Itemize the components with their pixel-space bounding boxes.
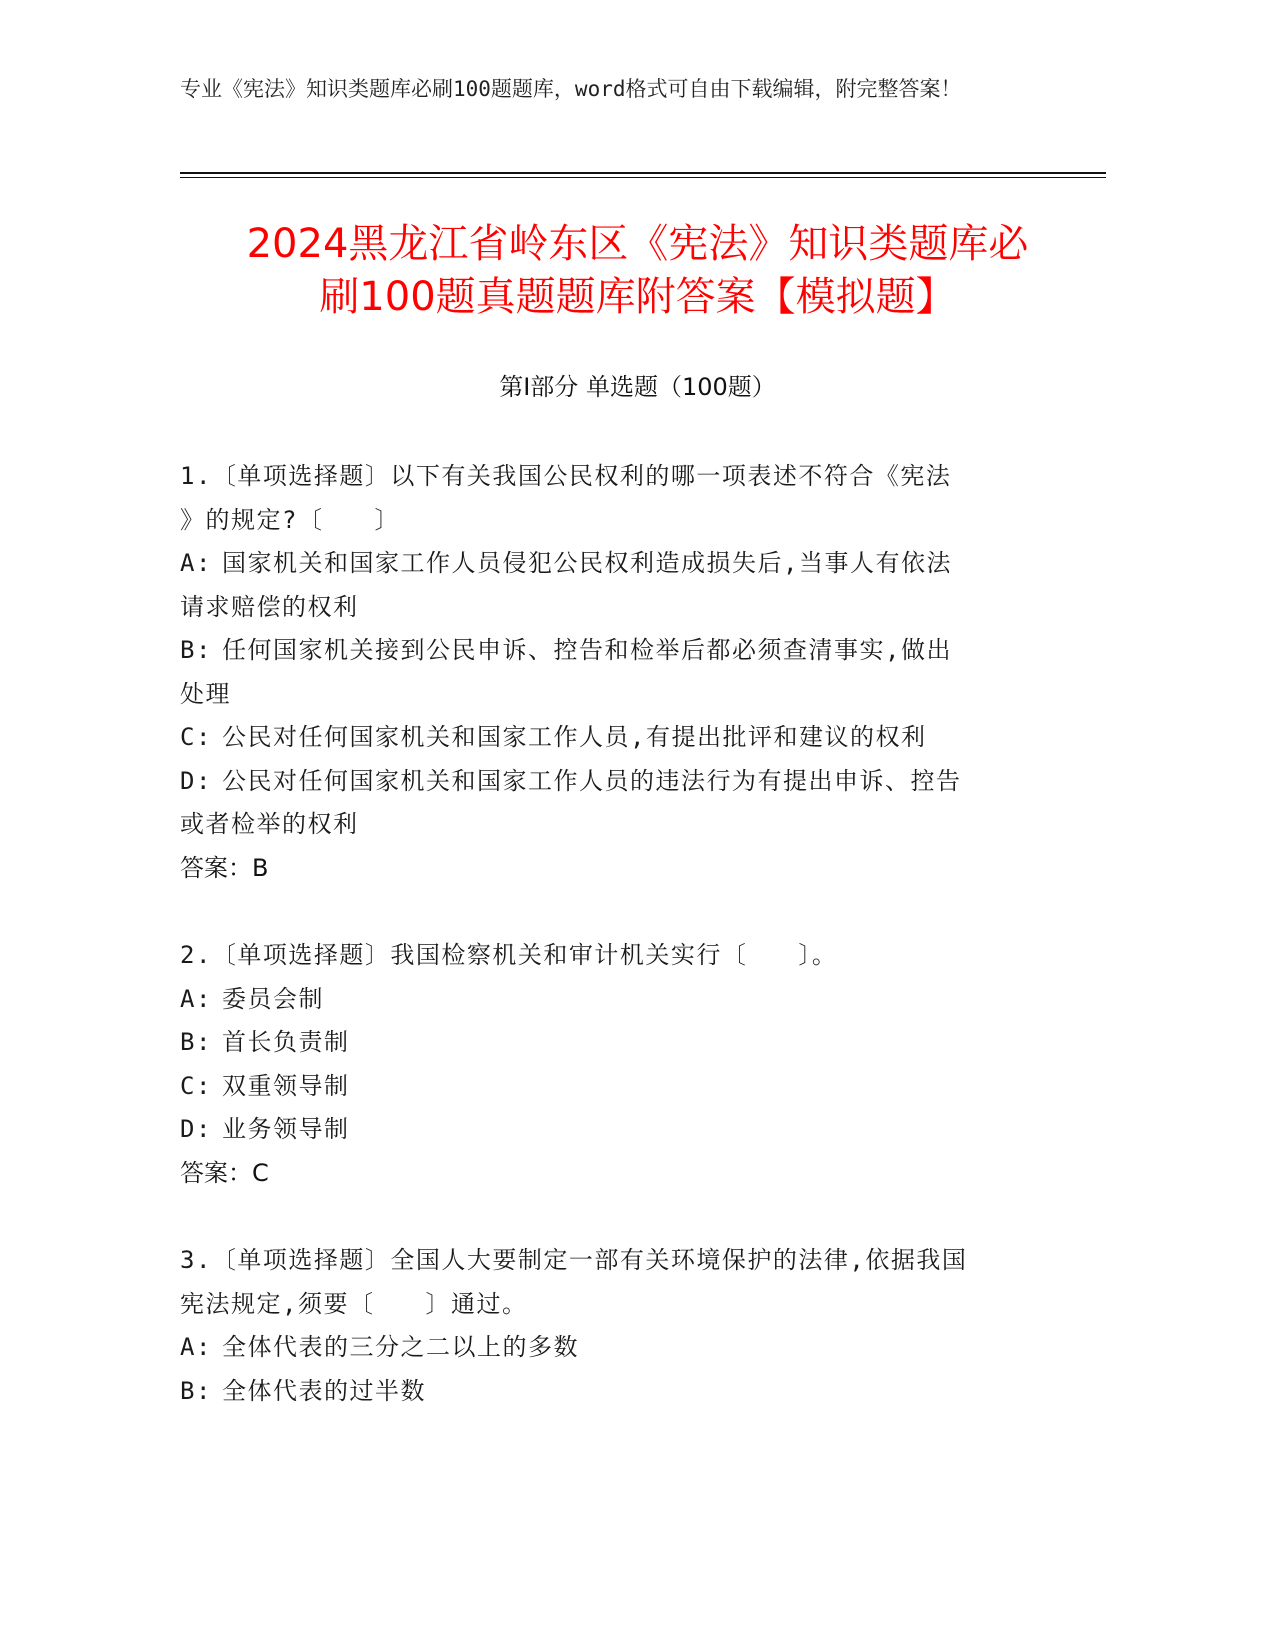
question-1-stem-line-1: 1.〔单项选择题〕以下有关我国公民权利的哪一项表述不符合《宪法 [180, 462, 952, 490]
option-letter: A: [180, 984, 212, 1013]
option-letter: D: [180, 766, 212, 795]
option-text: 公民对任何国家机关和国家工作人员,有提出批评和建议的权利 [222, 723, 927, 751]
question-1-option-c [180, 716, 1030, 760]
option-text: 国家机关和国家工作人员侵犯公民权利造成损失后,当事人有依法 [222, 549, 952, 577]
question-2-option-a [180, 978, 1030, 1022]
option-letter: B: [180, 1376, 212, 1405]
option-letter: D: [180, 1115, 212, 1143]
question-2-option-d [180, 1108, 1030, 1152]
question-3-option-b [180, 1370, 1030, 1414]
option-letter: C: [180, 723, 212, 751]
question-1-option-b [180, 629, 1030, 673]
header-divider-thin [180, 177, 1106, 178]
question-1-option-b-cont: 处理 [180, 679, 231, 708]
option-text: 全体代表的三分之二以上的多数 [222, 1333, 579, 1361]
question-3-stem-line-2: 宪法规定,须要〔 〕通过。 [180, 1289, 528, 1318]
question-2-option-b [180, 1021, 1030, 1065]
question-1-option-d-cont: 或者检举的权利 [180, 810, 359, 838]
option-text: 任何国家机关接到公民申诉、控告和检举后都必须查清事实,做出 [222, 636, 952, 664]
option-letter: B: [180, 636, 212, 664]
option-text: 公民对任何国家机关和国家工作人员的违法行为有提出申诉、控告 [222, 766, 962, 795]
document-title-line-1: 2024黑龙江省岭东区《宪法》知识类题库必 [246, 221, 1029, 267]
option-text: 首长负责制 [222, 1028, 350, 1056]
option-text: 双重领导制 [222, 1071, 350, 1100]
header-divider-thick [180, 172, 1106, 174]
option-letter: B: [180, 1028, 212, 1056]
option-text: 全体代表的过半数 [222, 1376, 426, 1405]
question-1-answer: 答案：B [180, 853, 269, 882]
option-text: 委员会制 [222, 984, 324, 1013]
document-title-line-2: 刷100题真题题库附答案【模拟题】 [319, 274, 956, 320]
section-heading: 第Ⅰ部分 单选题（100题） [499, 373, 776, 401]
header-note: 专业《宪法》知识类题库必刷100题题库，word格式可自由下载编辑，附完整答案！ [180, 77, 962, 101]
question-2-answer: 答案：C [180, 1158, 269, 1187]
document-title [150, 218, 1125, 324]
question-2-option-c [180, 1065, 1030, 1109]
question-3 [180, 1239, 1030, 1413]
option-letter: A: [180, 549, 212, 577]
question-3-stem-line-1: 3.〔单项选择题〕全国人大要制定一部有关环境保护的法律,依据我国 [180, 1246, 968, 1274]
question-1-option-d [180, 760, 1030, 804]
question-list [180, 455, 1030, 1457]
option-letter: C: [180, 1071, 212, 1100]
question-1-option-a [180, 542, 1030, 586]
question-1-stem-line-2: 》的规定?〔 〕 [180, 505, 400, 534]
option-text: 业务领导制 [222, 1115, 350, 1143]
question-3-option-a [180, 1326, 1030, 1370]
question-2-stem-line-1: 2.〔单项选择题〕我国检察机关和审计机关实行〔 〕。 [180, 941, 838, 969]
question-1-option-a-cont: 请求赔偿的权利 [180, 592, 359, 621]
question-2 [180, 934, 1030, 1195]
option-letter: A: [180, 1333, 212, 1361]
question-1 [180, 455, 1030, 890]
